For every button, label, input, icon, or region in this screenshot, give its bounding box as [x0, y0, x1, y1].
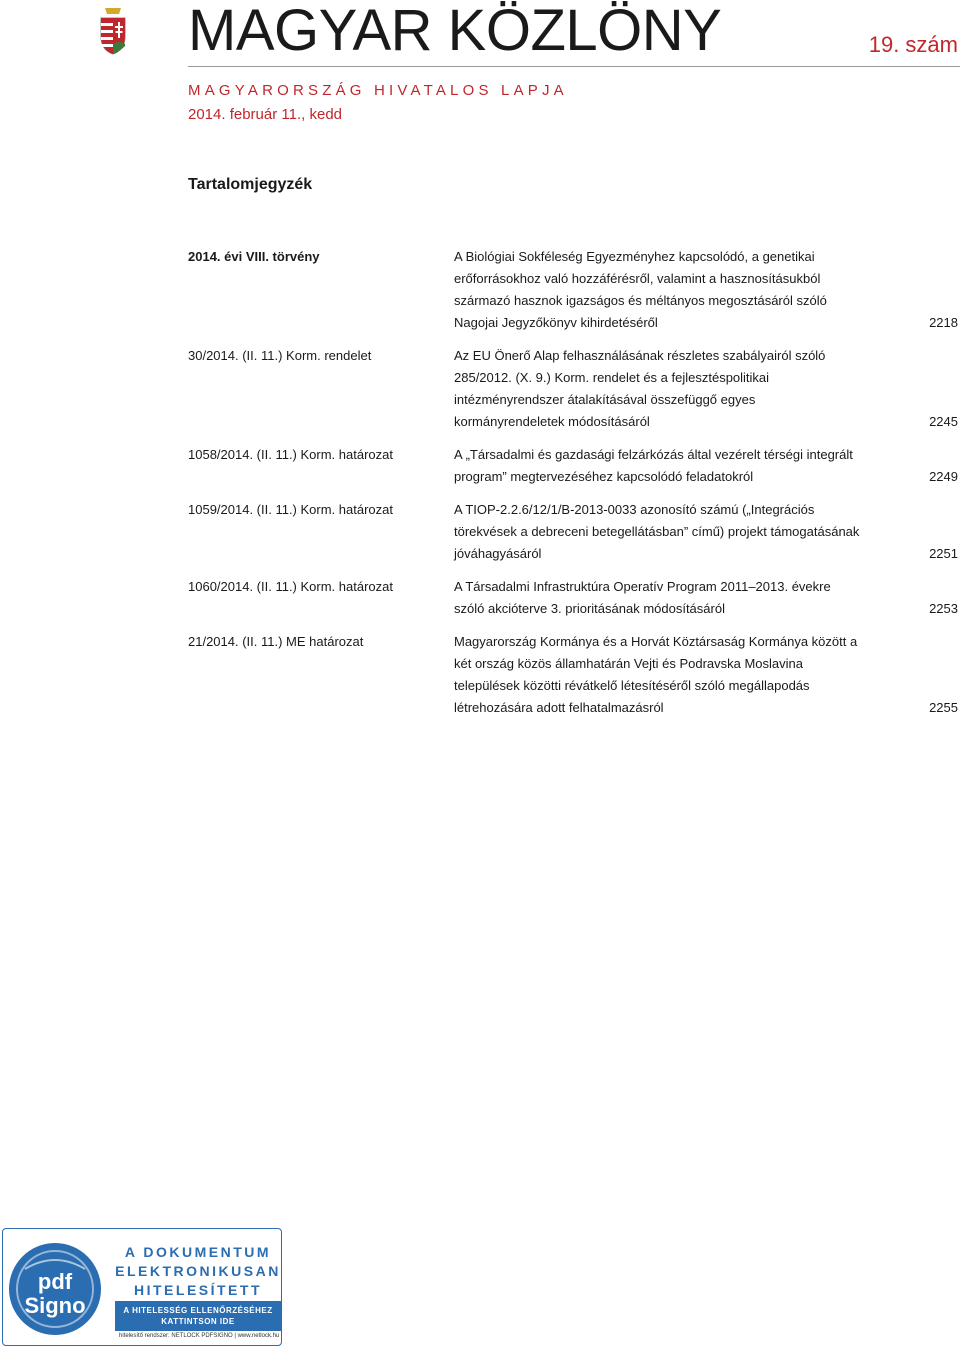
- verify-bar-line-2: KATTINTSON IDE: [161, 1317, 235, 1326]
- toc-entry-reference: 2014. évi VIII. törvény: [188, 249, 320, 264]
- pdfsigno-logo-icon: [5, 1239, 113, 1339]
- toc-entry-reference: 30/2014. (II. 11.) Korm. rendelet: [188, 348, 372, 363]
- coat-of-arms-icon: [98, 6, 128, 56]
- toc-entry-title: A Társadalmi Infrastruktúra Operatív Program 2011–2013. évekre szóló akcióterve 3. prioritásának módosításáról: [454, 579, 831, 616]
- toc-entry-reference: 1060/2014. (II. 11.) Korm. határozat: [188, 579, 393, 594]
- toc-entry[interactable]: [188, 576, 958, 620]
- toc-entry-page: 2218: [929, 315, 958, 330]
- publication-title: MAGYAR KÖZLÖNY: [188, 0, 722, 63]
- badge-footer: hitelesítő rendszer: NETLOCK PDFSIGNO | www.netlock.hu: [119, 1333, 280, 1339]
- toc-entry[interactable]: [188, 246, 958, 334]
- issue-date: 2014. február 11., kedd: [188, 106, 342, 123]
- toc-entry-page: 2251: [929, 546, 958, 561]
- toc-entry-reference: 1058/2014. (II. 11.) Korm. határozat: [188, 447, 393, 462]
- toc-entry-page: 2245: [929, 414, 958, 429]
- toc-entry-title: Magyarország Kormánya és a Horvát Köztársaság Kormánya között a két ország közös államhatárán Vejti és Podravska Moslavina települések közötti révátkelő létesítéséről szóló megállapodás létrehozására adott felhatalmazásról: [454, 634, 858, 715]
- toc-entry[interactable]: [188, 345, 958, 433]
- verify-link-bar[interactable]: [115, 1301, 281, 1331]
- toc-entry-reference: 21/2014. (II. 11.) ME határozat: [188, 634, 364, 649]
- badge-line-3: HITELESÍTETT: [134, 1282, 262, 1298]
- table-of-contents: [188, 246, 958, 730]
- verify-bar-line-1: A HITELESSÉG ELLENŐRZÉSÉHEZ: [123, 1306, 273, 1315]
- toc-entry[interactable]: [188, 444, 958, 488]
- badge-message: [115, 1243, 281, 1300]
- verification-badge[interactable]: [2, 1228, 282, 1346]
- badge-line-1: A DOKUMENTUM: [124, 1244, 272, 1260]
- badge-line-2: ELEKTRONIKUSAN: [115, 1263, 281, 1279]
- badge-frame: [2, 1228, 282, 1346]
- toc-entry[interactable]: [188, 499, 958, 565]
- masthead-divider: [188, 66, 960, 67]
- toc-entry[interactable]: [188, 631, 958, 719]
- logo-text-top: pdf: [37, 1269, 73, 1294]
- toc-entry-title: A „Társadalmi és gazdasági felzárkózás által vezérelt térségi integrált program” megtervezéséhez kapcsolódó feladatokról: [454, 447, 853, 484]
- toc-entry-reference: 1059/2014. (II. 11.) Korm. határozat: [188, 502, 393, 517]
- publication-subtitle: MAGYARORSZÁG HIVATALOS LAPJA: [188, 82, 568, 99]
- toc-entry-page: 2249: [929, 469, 958, 484]
- issue-number: 19. szám: [868, 32, 958, 57]
- toc-heading: Tartalomjegyzék: [188, 176, 313, 193]
- toc-entry-page: 2255: [929, 700, 958, 715]
- toc-entry-page: 2253: [929, 601, 958, 616]
- toc-entry-title: A Biológiai Sokféleség Egyezményhez kapcsolódó, a genetikai erőforrásokhoz való hozzáférésről, valamint a hasznosításukból származó hasznok igazságos és méltányos megosztásáról szóló Nagojai Jegyzőkönyv kihirdetéséről: [454, 249, 827, 330]
- toc-entry-title: Az EU Önerő Alap felhasználásának részletes szabályairól szóló 285/2012. (X. 9.) Korm. rendelet és a fejlesztéspolitikai intézményrendszer átalakításával összefüggő egyes kormányrendeletek módosításáról: [454, 348, 826, 429]
- toc-entry-title: A TIOP-2.2.6/12/1/B-2013-0033 azonosító számú („Integrációs törekvések a debreceni betegellátásban” című) projekt támogatásának jóváhagyásáról: [454, 502, 860, 561]
- logo-text-bottom: Signo: [24, 1293, 86, 1318]
